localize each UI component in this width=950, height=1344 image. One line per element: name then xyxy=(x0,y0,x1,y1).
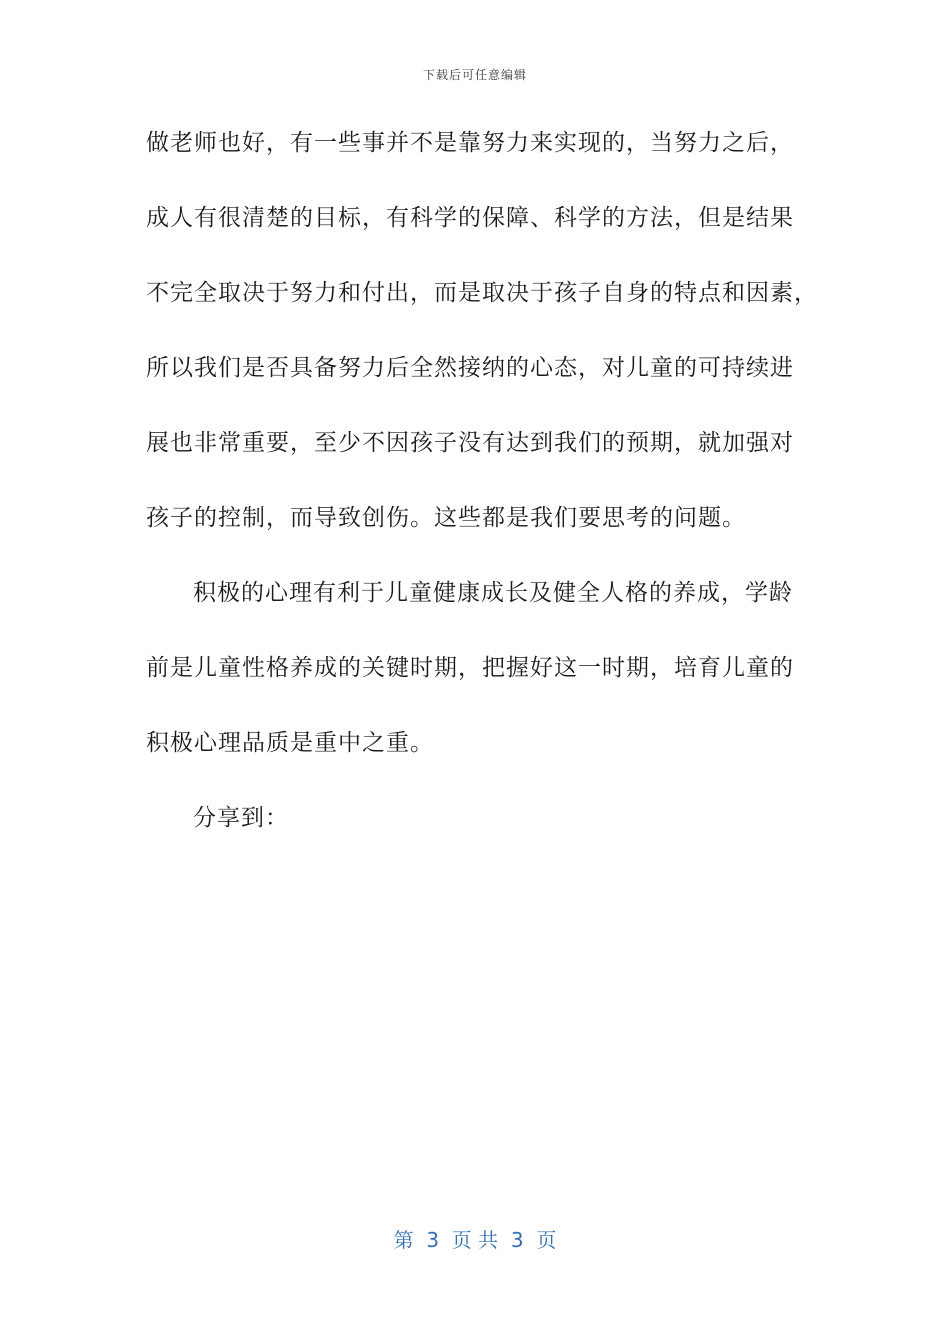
document-body xyxy=(146,118,816,868)
paragraph-line: 积极心理品质是重中之重。 xyxy=(146,730,434,756)
paragraph-line: 前是儿童性格养成的关键时期，把握好这一时期，培育儿童的 xyxy=(146,655,794,681)
paragraph-line: 成人有很清楚的目标，有科学的保障、科学的方法，但是结果 xyxy=(146,205,794,231)
share-label: 分享到： xyxy=(193,805,289,831)
header-note: 下载后可任意编辑 xyxy=(422,68,527,82)
page-number-footer: 第 3 页 共 3 页 xyxy=(393,1228,557,1252)
paragraph-line: 做老师也好，有一些事并不是靠努力来实现的，当努力之后， xyxy=(146,130,794,156)
paragraph-line: 孩子的控制，而导致创伤。这些都是我们要思考的问题。 xyxy=(146,505,746,531)
paragraph-line: 不完全取决于努力和付出，而是取决于孩子自身的特点和因素， xyxy=(146,280,818,306)
paragraph-line: 积极的心理有利于儿童健康成长及健全人格的养成，学龄 xyxy=(193,580,793,606)
paragraph-line: 所以我们是否具备努力后全然接纳的心态，对儿童的可持续进 xyxy=(146,355,794,381)
paragraph-line: 展也非常重要，至少不因孩子没有达到我们的预期，就加强对 xyxy=(146,430,794,456)
